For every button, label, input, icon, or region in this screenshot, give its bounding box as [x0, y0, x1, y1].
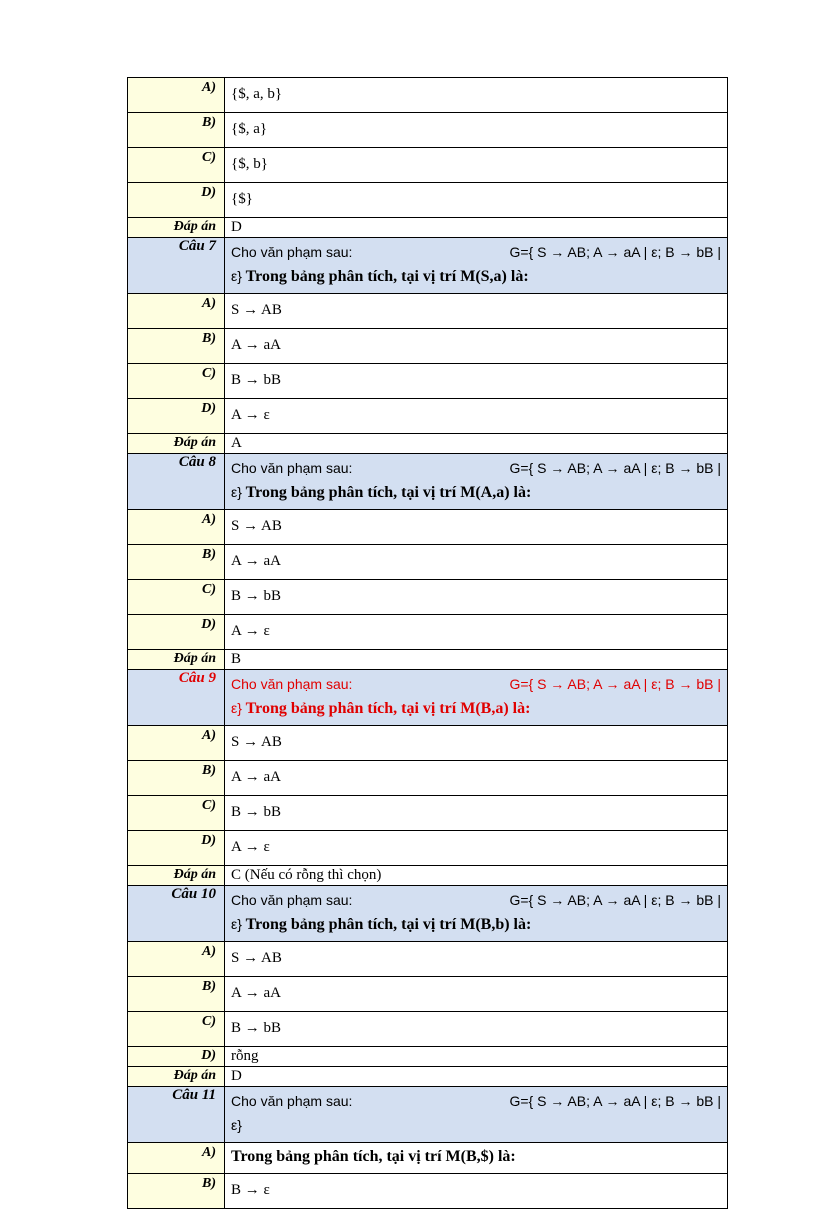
answer-value: D — [225, 1067, 728, 1087]
option-label: D) — [128, 399, 225, 434]
question-row — [128, 238, 728, 294]
option-value: S → AB — [225, 294, 728, 329]
grammar-definition: G={ S → AB; A → aA | ε; B → bB | — [509, 676, 721, 692]
option-label: A) — [128, 1143, 225, 1174]
option-value: A → ε — [225, 615, 728, 650]
option-value: Trong bảng phân tích, tại vị trí M(B,$) là: — [225, 1143, 728, 1174]
answer-label: Đáp án — [128, 434, 225, 454]
option-label: B) — [128, 545, 225, 580]
option-row — [128, 1143, 728, 1174]
question-line-1 — [231, 1090, 727, 1114]
grammar-tail: ε} — [231, 916, 242, 932]
question-number: Câu 10 — [128, 886, 225, 942]
option-row — [128, 78, 728, 113]
option-label: C) — [128, 796, 225, 831]
question-lead: Cho văn phạm sau: — [231, 892, 353, 908]
question-number: Câu 7 — [128, 238, 225, 294]
option-value: {$, a} — [225, 113, 728, 148]
question-table — [127, 77, 728, 1209]
option-label: A) — [128, 942, 225, 977]
option-label: C) — [128, 364, 225, 399]
option-row — [128, 761, 728, 796]
option-label: C) — [128, 148, 225, 183]
question-prompt: Trong bảng phân tích, tại vị trí M(A,a) là: — [245, 484, 532, 501]
question-text — [225, 238, 728, 294]
question-line-1 — [231, 457, 727, 481]
question-line-2 — [231, 1114, 727, 1138]
option-label: D) — [128, 831, 225, 866]
question-line-2 — [231, 265, 727, 289]
question-row — [128, 1087, 728, 1143]
option-label: D) — [128, 615, 225, 650]
option-label: B) — [128, 761, 225, 796]
question-line-2 — [231, 913, 727, 937]
question-lead: Cho văn phạm sau: — [231, 676, 353, 692]
answer-value: B — [225, 650, 728, 670]
answer-row — [128, 1067, 728, 1087]
option-label: A) — [128, 294, 225, 329]
answer-label: Đáp án — [128, 1067, 225, 1087]
grammar-tail: ε} — [231, 700, 242, 716]
answer-label: Đáp án — [128, 650, 225, 670]
option-label: B) — [128, 329, 225, 364]
option-row — [128, 294, 728, 329]
option-row — [128, 726, 728, 761]
option-label: A) — [128, 78, 225, 113]
option-value: A → aA — [225, 545, 728, 580]
option-value: A → ε — [225, 399, 728, 434]
option-row — [128, 364, 728, 399]
question-number: Câu 8 — [128, 454, 225, 510]
question-line-1 — [231, 889, 727, 913]
option-row — [128, 796, 728, 831]
grammar-definition: G={ S → AB; A → aA | ε; B → bB | — [509, 460, 721, 476]
question-row — [128, 670, 728, 726]
option-row — [128, 615, 728, 650]
answer-value: A — [225, 434, 728, 454]
grammar-definition: G={ S → AB; A → aA | ε; B → bB | — [509, 892, 721, 908]
option-value: S → AB — [225, 726, 728, 761]
option-value: B → bB — [225, 364, 728, 399]
question-text — [225, 886, 728, 942]
answer-row — [128, 218, 728, 238]
option-value: A → aA — [225, 761, 728, 796]
option-value: B → bB — [225, 796, 728, 831]
answer-value: D — [225, 218, 728, 238]
option-label: B) — [128, 977, 225, 1012]
question-number: Câu 9 — [128, 670, 225, 726]
answer-row — [128, 866, 728, 886]
option-row — [128, 580, 728, 615]
question-number: Câu 11 — [128, 1087, 225, 1143]
option-row — [128, 399, 728, 434]
question-text — [225, 670, 728, 726]
grammar-tail: ε} — [231, 1117, 242, 1133]
question-line-1 — [231, 241, 727, 265]
question-line-1 — [231, 673, 727, 697]
option-row — [128, 148, 728, 183]
option-row — [128, 183, 728, 218]
option-label: B) — [128, 113, 225, 148]
question-prompt: Trong bảng phân tích, tại vị trí M(B,a) là: — [245, 700, 531, 717]
option-row — [128, 1174, 728, 1209]
question-table-body — [128, 78, 728, 1209]
option-value: S → AB — [225, 942, 728, 977]
option-value: rỗng — [225, 1047, 728, 1067]
option-value: B → ε — [225, 1174, 728, 1209]
grammar-tail: ε} — [231, 484, 242, 500]
option-row — [128, 510, 728, 545]
option-row — [128, 113, 728, 148]
question-prompt: Trong bảng phân tích, tại vị trí M(S,a) là: — [245, 268, 529, 285]
option-value: A → aA — [225, 329, 728, 364]
question-row — [128, 886, 728, 942]
option-label: A) — [128, 726, 225, 761]
answer-label: Đáp án — [128, 866, 225, 886]
option-row — [128, 1012, 728, 1047]
option-label: D) — [128, 183, 225, 218]
answer-row — [128, 434, 728, 454]
option-label: D) — [128, 1047, 225, 1067]
option-label: C) — [128, 580, 225, 615]
option-label: A) — [128, 510, 225, 545]
option-row — [128, 831, 728, 866]
option-label: B) — [128, 1174, 225, 1209]
option-row — [128, 977, 728, 1012]
option-row — [128, 1047, 728, 1067]
question-prompt: Trong bảng phân tích, tại vị trí M(B,b) là: — [245, 916, 532, 933]
option-value: {$} — [225, 183, 728, 218]
answer-value: C (Nếu có rỗng thì chọn) — [225, 866, 728, 886]
option-row — [128, 545, 728, 580]
answer-row — [128, 650, 728, 670]
option-row — [128, 942, 728, 977]
question-lead: Cho văn phạm sau: — [231, 1093, 353, 1109]
option-row — [128, 329, 728, 364]
answer-label: Đáp án — [128, 218, 225, 238]
question-lead: Cho văn phạm sau: — [231, 460, 353, 476]
grammar-definition: G={ S → AB; A → aA | ε; B → bB | — [509, 1093, 721, 1109]
option-value: {$, b} — [225, 148, 728, 183]
option-value: B → bB — [225, 1012, 728, 1047]
question-lead: Cho văn phạm sau: — [231, 244, 353, 260]
question-line-2 — [231, 697, 727, 721]
option-value: B → bB — [225, 580, 728, 615]
option-value: {$, a, b} — [225, 78, 728, 113]
question-row — [128, 454, 728, 510]
option-value: A → aA — [225, 977, 728, 1012]
option-value: A → ε — [225, 831, 728, 866]
grammar-tail: ε} — [231, 268, 242, 284]
question-text — [225, 454, 728, 510]
question-line-2 — [231, 481, 727, 505]
question-text — [225, 1087, 728, 1143]
option-label: C) — [128, 1012, 225, 1047]
grammar-definition: G={ S → AB; A → aA | ε; B → bB | — [509, 244, 721, 260]
option-value: S → AB — [225, 510, 728, 545]
